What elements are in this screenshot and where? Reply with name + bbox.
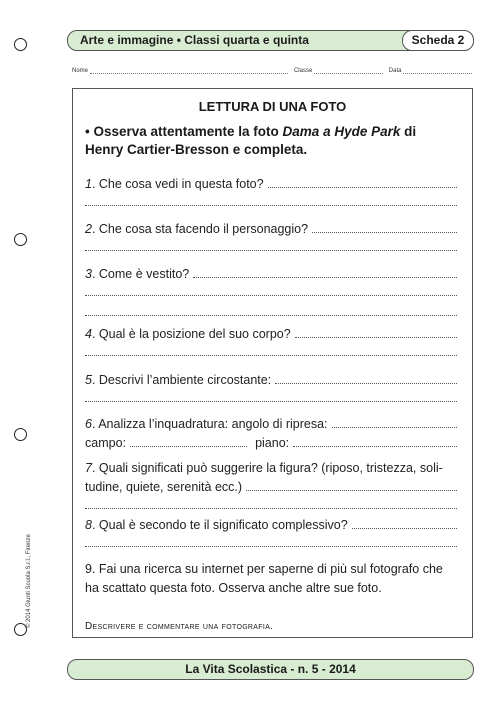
binder-hole-3 (14, 428, 27, 441)
answer-line (246, 480, 457, 491)
campo-label: campo: (85, 436, 126, 450)
sheet-number-badge: Scheda 2 (402, 30, 474, 51)
question-text: . Qual è secondo te il significato complessivo? (91, 518, 348, 532)
answer-line (85, 390, 457, 402)
question-text: 9. Fai una ricerca su internet per saperne di più sul fotografo che ha scattato questa foto. Osserva anche altre sue foto. (85, 562, 443, 595)
instructions (85, 123, 457, 159)
question-number: 6 (85, 417, 92, 431)
question-text-continued: tudine, quiete, serenità ecc.) (85, 480, 243, 494)
name-label: Nome (72, 68, 89, 74)
instructions-end: di Henry Cartier-Bresson e completa. (85, 124, 417, 157)
answer-line (85, 239, 457, 251)
question-text: . Qual è la posizione del suo corpo? (91, 327, 291, 341)
answer-line (85, 194, 457, 206)
question-number: 4 (85, 327, 92, 341)
name-line (90, 67, 288, 74)
photo-title: Dama a Hyde Park (282, 124, 401, 139)
instructions-start: • Osserva attentamente la foto (85, 124, 283, 139)
answer-line (295, 327, 457, 338)
answer-line (130, 436, 247, 447)
answer-line (85, 535, 457, 547)
question-text: . Che cosa sta facendo il personaggio? (91, 222, 309, 236)
worksheet-title: LETTURA DI UNA FOTO (198, 99, 347, 114)
question-3 (85, 265, 457, 324)
question-2 (85, 220, 457, 259)
question-9 (85, 560, 457, 598)
answer-line (85, 497, 457, 509)
header-bar (67, 30, 474, 51)
question-number: 2 (85, 222, 92, 236)
date-label: Data (388, 68, 402, 74)
copyright-notice: © 2014 Giunti Scuola S.r.l., Firenze (26, 534, 32, 628)
answer-line (293, 436, 457, 447)
answer-line (312, 222, 457, 233)
header-title: Arte e immagine • Classi quarta e quinta (80, 33, 309, 47)
question-text: . Come è vestito? (91, 267, 190, 281)
question-number: 5 (85, 373, 92, 387)
answer-line (275, 373, 457, 384)
question-number: 1 (85, 177, 92, 191)
binder-hole-1 (14, 38, 27, 51)
binder-hole-2 (14, 233, 27, 246)
worksheet-panel (72, 88, 473, 638)
class-line (314, 67, 383, 74)
worksheet-footnote: Descrivere e commentare una fotografia. (85, 621, 274, 632)
question-6 (85, 415, 457, 453)
answer-line (193, 267, 457, 278)
question-text: . Quali significati può suggerire la figura? (riposo, tristezza, soli- (91, 461, 443, 475)
piano-label: piano: (255, 436, 290, 450)
student-fields (72, 67, 472, 74)
answer-line (268, 177, 457, 188)
question-8 (85, 516, 457, 555)
answer-line (332, 417, 457, 428)
footer-bar: La Vita Scolastica - n. 5 - 2014 (67, 659, 474, 680)
question-4 (85, 325, 457, 364)
answer-line (85, 344, 457, 356)
question-number: 8 (85, 518, 92, 532)
question-text: . Che cosa vedi in questa foto? (91, 177, 264, 191)
answer-line (352, 518, 457, 529)
question-text: . Descrivi l’ambiente circostante: (91, 373, 272, 387)
answer-line (85, 304, 457, 316)
question-number: 7 (85, 461, 92, 475)
question-7 (85, 459, 457, 517)
answer-line (85, 284, 457, 296)
question-1 (85, 175, 457, 214)
question-number: 3 (85, 267, 92, 281)
question-5 (85, 371, 457, 410)
date-line (403, 67, 472, 74)
class-label: Classe (293, 68, 313, 74)
question-text: . Analizza l’inquadratura: angolo di ripresa: (91, 417, 328, 431)
